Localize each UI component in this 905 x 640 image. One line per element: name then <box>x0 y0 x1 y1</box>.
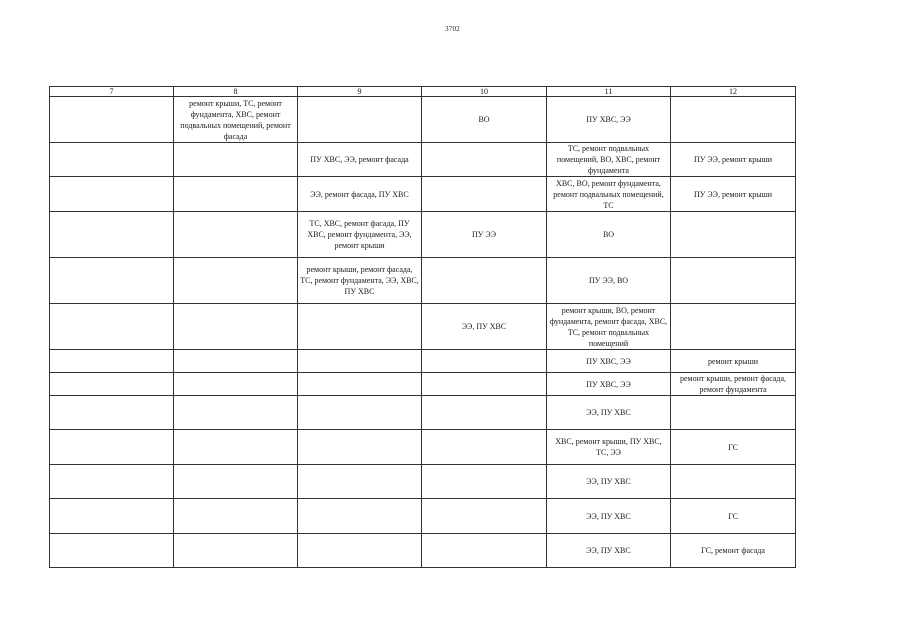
table-cell <box>298 465 422 499</box>
table-cell <box>422 465 547 499</box>
table-cell <box>174 258 298 304</box>
table-cell <box>671 212 796 258</box>
table-cell: ГС <box>671 499 796 534</box>
table-cell <box>298 373 422 396</box>
column-header-12: 12 <box>671 87 796 97</box>
table-cell <box>50 143 174 177</box>
table-cell: ЭЭ, ПУ ХВС <box>547 465 671 499</box>
table-cell <box>50 373 174 396</box>
table-cell <box>422 177 547 212</box>
table-cell: ремонт крыши, ТС, ремонт фундамента, ХВС, ремонт подвальных помещений, ремонт фасада <box>174 97 298 143</box>
table-cell <box>50 534 174 568</box>
table-cell <box>422 534 547 568</box>
table-cell <box>50 97 174 143</box>
table-cell <box>174 534 298 568</box>
table-row <box>50 499 796 534</box>
table-cell <box>422 350 547 373</box>
table-row <box>50 534 796 568</box>
table-cell: ЭЭ, ПУ ХВС <box>547 534 671 568</box>
table-cell <box>298 396 422 430</box>
column-header-10: 10 <box>422 87 547 97</box>
table-cell: ПУ ХВС, ЭЭ <box>547 97 671 143</box>
table-cell: ПУ ЭЭ, ВО <box>547 258 671 304</box>
table-cell <box>50 350 174 373</box>
table-cell <box>50 430 174 465</box>
table-cell <box>422 430 547 465</box>
table-cell <box>422 396 547 430</box>
table-cell: ремонт крыши, ремонт фасада, ТС, ремонт фундамента, ЭЭ, ХВС, ПУ ХВС <box>298 258 422 304</box>
table-cell: ЭЭ, ПУ ХВС <box>547 396 671 430</box>
table-cell <box>50 499 174 534</box>
table-cell: ремонт крыши, ВО, ремонт фундамента, ремонт фасада, ХВС, ТС, ремонт подвальных помещений <box>547 304 671 350</box>
table-row <box>50 97 796 143</box>
table-cell: ПУ ХВС, ЭЭ, ремонт фасада <box>298 143 422 177</box>
column-header-11: 11 <box>547 87 671 97</box>
table-cell <box>174 430 298 465</box>
table-cell: ЭЭ, ПУ ХВС <box>422 304 547 350</box>
table-cell: ремонт крыши <box>671 350 796 373</box>
table-cell: ЭЭ, ПУ ХВС <box>547 499 671 534</box>
table-cell <box>298 534 422 568</box>
table-row <box>50 350 796 373</box>
table-row <box>50 177 796 212</box>
table-row <box>50 430 796 465</box>
table-cell <box>298 304 422 350</box>
table-cell: ЭЭ, ремонт фасада, ПУ ХВС <box>298 177 422 212</box>
table-row <box>50 373 796 396</box>
table-cell <box>50 177 174 212</box>
table-cell <box>174 304 298 350</box>
table-cell <box>174 373 298 396</box>
table-cell: ТС, ремонт подвальных помещений, ВО, ХВС, ремонт фундамента <box>547 143 671 177</box>
table-cell <box>50 304 174 350</box>
page-number: 3702 <box>445 25 460 33</box>
table-cell <box>50 212 174 258</box>
column-header-7: 7 <box>50 87 174 97</box>
column-header-9: 9 <box>298 87 422 97</box>
column-header-8: 8 <box>174 87 298 97</box>
table-cell: ПУ ХВС, ЭЭ <box>547 350 671 373</box>
table-row <box>50 465 796 499</box>
table-cell: ПУ ЭЭ <box>422 212 547 258</box>
table-cell <box>422 258 547 304</box>
table-cell <box>50 258 174 304</box>
table-cell: ремонт крыши, ремонт фасада, ремонт фундамента <box>671 373 796 396</box>
table-cell: ГС, ремонт фасада <box>671 534 796 568</box>
table-cell <box>422 373 547 396</box>
table-cell <box>671 304 796 350</box>
table-row <box>50 304 796 350</box>
table-row <box>50 258 796 304</box>
table-cell <box>422 499 547 534</box>
table-cell: ПУ ХВС, ЭЭ <box>547 373 671 396</box>
table-cell <box>174 350 298 373</box>
table-cell: ВО <box>422 97 547 143</box>
table-cell: ХВС, ВО, ремонт фундамента, ремонт подвальных помещений, ТС <box>547 177 671 212</box>
table-cell <box>174 212 298 258</box>
table-cell <box>671 258 796 304</box>
table-cell: ПУ ЭЭ, ремонт крыши <box>671 177 796 212</box>
table-cell: ГС <box>671 430 796 465</box>
table-cell: ПУ ЭЭ, ремонт крыши <box>671 143 796 177</box>
table-cell <box>671 396 796 430</box>
table-cell <box>671 97 796 143</box>
data-table <box>49 86 796 568</box>
table-cell: ТС, ХВС, ремонт фасада, ПУ ХВС, ремонт фундамента, ЭЭ, ремонт крыши <box>298 212 422 258</box>
table-row <box>50 212 796 258</box>
table-cell <box>50 465 174 499</box>
table-cell: ХВС, ремонт крыши, ПУ ХВС, ТС, ЭЭ <box>547 430 671 465</box>
table-cell <box>422 143 547 177</box>
table-cell <box>671 465 796 499</box>
table-cell <box>50 396 174 430</box>
table-cell <box>174 177 298 212</box>
table-cell <box>298 97 422 143</box>
header-row <box>50 87 796 97</box>
table-cell <box>298 350 422 373</box>
table-cell: ВО <box>547 212 671 258</box>
table-cell <box>298 430 422 465</box>
table-cell <box>174 499 298 534</box>
table-cell <box>174 143 298 177</box>
table-cell <box>174 465 298 499</box>
table-row <box>50 396 796 430</box>
table-cell <box>174 396 298 430</box>
table-row <box>50 143 796 177</box>
table-cell <box>298 499 422 534</box>
